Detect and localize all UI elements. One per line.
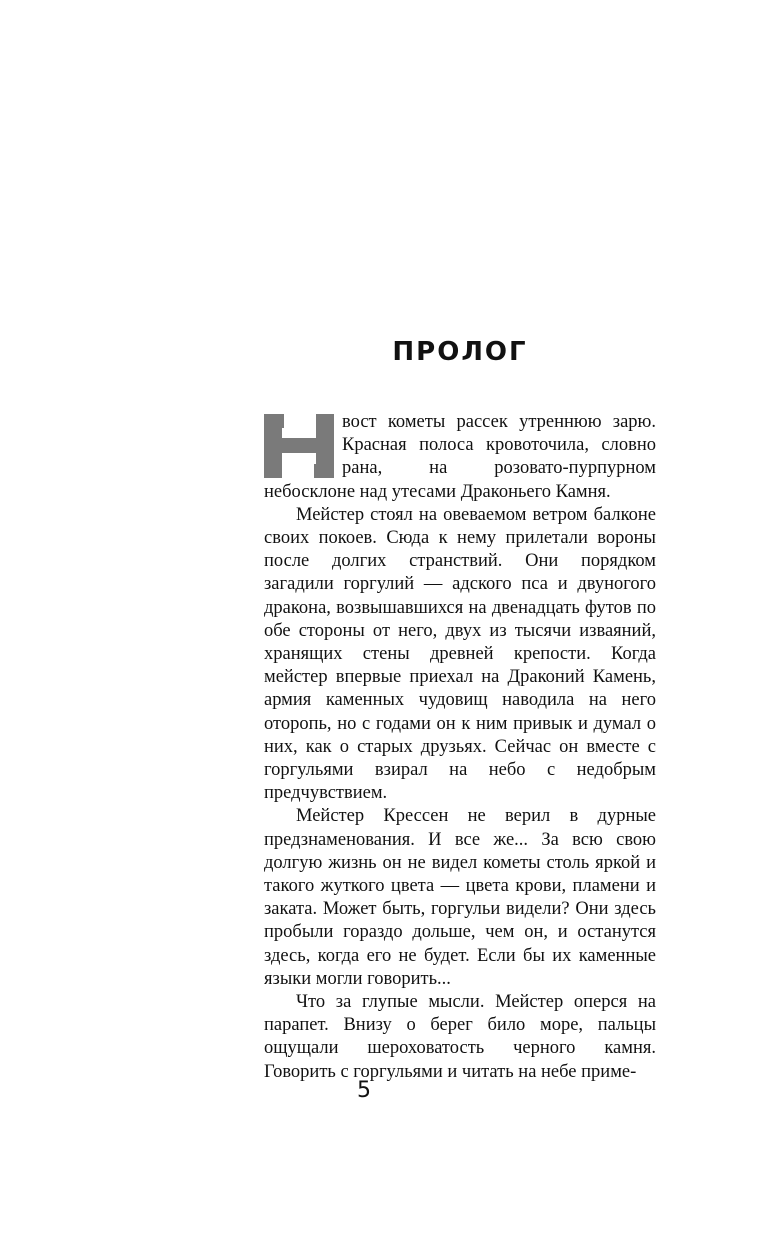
paragraph-2: Мейстер стоял на овеваемом ветром балконе своих покоев. Сюда к нему прилетали вороны после долгих странствий. Они порядком загадили горгулий — адского пса и двуногого дракона, возвышавшихся на двенадцать футов по обе стороны от него, двух из тысячи изваяний, хранящих стены древней крепости. Когда мейстер впервые приехал на Драконий Камень, армия каменных чудовищ наводила на него оторопь, но с годами он к ним привык и думал о них, как о старых друзьях. Сейчас он вместе с горгульями взирал на небо с недобрым предчувствием. bbox=[264, 504, 656, 804]
drop-cap-letter bbox=[264, 414, 334, 478]
page-number: 5 bbox=[357, 1078, 371, 1103]
prologue-text bbox=[264, 411, 656, 1084]
paragraph-1-text: вост кометы рассек утреннюю зарю. Красная полоса кровоточила, словно рана, на розовато-пурпурном небосклоне над утесами Драконьего Камня. bbox=[264, 412, 656, 502]
paragraph-3: Мейстер Крессен не верил в дурные предзнаменования. И все же... За всю свою долгую жизнь он не видел кометы столь яркой и такого жуткого цвета — цвета крови, пламени и заката. Может быть, горгульи видели? Они здесь пробыли гораздо дольше, чем он, и останутся здесь, когда его не будет. Если бы их каменные языки могли говорить... bbox=[264, 806, 656, 989]
paragraph-4: Что за глупые мысли. Мейстер оперся на парапет. Внизу о берег било море, пальцы ощущали шероховатость черного камня. Говорить с горгульями и читать на небе приме- bbox=[264, 992, 656, 1082]
drop-cap-kha-glyph bbox=[264, 414, 334, 478]
chapter-title: ПРОЛОГ bbox=[392, 337, 528, 367]
paragraph-1 bbox=[264, 411, 656, 504]
